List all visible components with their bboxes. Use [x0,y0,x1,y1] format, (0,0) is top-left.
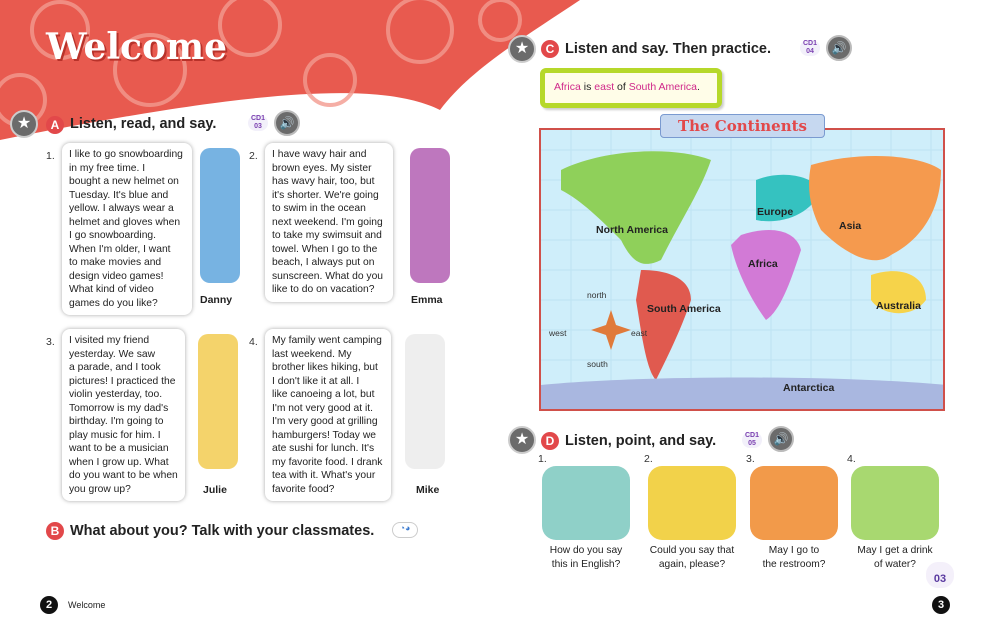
caption-line: May I get a drink [857,545,933,556]
classroom-illustration [750,466,838,540]
bubble-line: bought a new helmet on [69,176,179,187]
classroom-illustration [542,466,630,540]
bubble-line: I have wavy hair and [272,149,367,160]
page-number-left: 2 [40,596,58,614]
star-icon[interactable]: ★ [10,110,38,138]
bubble-line: has wavy hair, too, but [272,176,375,187]
caption-line: How do you say [549,545,623,556]
caption-line: this in English? [551,559,621,570]
bubble-line: you grow up? [69,483,131,495]
speech-bubble [265,143,393,302]
caption [531,544,641,572]
audio-track-badge[interactable]: 03 [926,562,954,588]
item-number: 2. [249,150,258,162]
bubble-line: helmet and gloves when [69,216,181,228]
bubble-line: a parade, and I took [69,362,161,373]
bubble-line: when I grow up. What [69,456,169,468]
label-australia: Australia [876,300,921,312]
page-title: Welcome [46,26,228,68]
bubble-line: want to be a musician [69,443,169,454]
label-europe: Europe [757,206,794,218]
section-a-badge: A [46,116,64,134]
footer-label: Welcome [68,600,106,610]
caption-line: Could you say that [649,545,735,556]
page-number-right: 3 [932,596,950,614]
character-name: Danny [200,294,233,306]
item-number: 4. [847,453,856,465]
bubble-line: sunscreen. What do you [272,270,384,282]
label-africa: Africa [748,258,778,270]
bubble-line: play music for him. I [69,429,161,441]
bubble-line: favorite food? [272,483,335,495]
cd-track-number: 04 [806,48,814,55]
bubble-line: to take my swimsuit and [272,230,382,241]
compass-east: east [631,328,648,338]
bubble-line: to make movies and [69,257,162,268]
label-antarctica: Antarctica [783,382,835,394]
bubble-line: When I'm older, I want [69,243,171,255]
bubble-line: towel. When I go to the [272,243,378,255]
classroom-illustration [648,466,736,540]
caption-line: the restroom? [762,559,826,570]
bubble-line: ate sushi for lunch. It's [272,443,375,454]
caption [637,544,747,572]
item-number: 3. [46,336,55,348]
bubble-line: hamburgers! Today we [272,429,376,441]
speech-bubble [265,329,391,501]
cd-track-number: 03 [254,123,262,130]
label-asia: Asia [839,220,862,232]
character-name: Mike [416,484,440,496]
bubble-line: like to do on vacation? [272,284,375,295]
bubble-line: like canoeing a lot, but [272,389,375,400]
pair-work-icon: ◔◕ [392,522,418,538]
compass-south: south [587,359,608,369]
character-name: Julie [203,484,227,496]
cd-track-icon[interactable]: CD1 04 [800,40,820,56]
example-sentence-box [540,68,722,108]
speaker-icon[interactable]: 🔊 [826,35,852,61]
world-map [539,128,945,411]
bubble-line: brown eyes. My sister [272,162,372,174]
map-title: The Continents [660,114,825,138]
section-b-badge: B [46,522,64,540]
item-number: 2. [644,453,653,465]
bubble-line: Tomorrow is my dad's [69,402,169,414]
character-illustration [410,148,450,283]
bubble-line: games do you like? [69,297,158,309]
bubble-line: birthday. I'm going to [69,416,164,427]
speech-bubble [62,329,185,501]
speech-bubble [62,143,192,315]
bubble-line: do you want to be when [69,470,178,481]
character-illustration [405,334,445,469]
section-b-title: What about you? Talk with your classmates. [70,523,375,539]
caption [739,544,849,572]
bubble-line: my favorite food. I drank [272,456,383,468]
bubble-line: My family went camping [272,335,382,346]
bubble-line: last weekend. My [272,348,352,360]
section-d-badge: D [541,432,559,450]
item-number: 1. [538,453,547,465]
classroom-illustration [851,466,939,540]
word: Africa [554,81,581,93]
caption-line: again, please? [658,559,726,570]
bubble-line: brother likes hiking, but [272,362,378,373]
bubble-line: Tuesday. It's blue and [69,189,169,201]
item-number: 3. [746,453,755,465]
bubble-line: I'm very good at grilling [272,416,378,427]
caption-line: May I go to [768,545,820,556]
bubble-line: I like to go snowboarding [69,149,183,160]
star-icon[interactable]: ★ [508,35,536,63]
compass-rose-icon [591,310,631,350]
character-illustration [200,148,240,283]
word: is [580,81,595,93]
word: east [594,81,615,93]
speaker-icon[interactable]: 🔊 [274,110,300,136]
bubble-line: violin yesterday, too. [69,389,163,400]
cd-track-icon[interactable]: CD1 03 [248,115,268,131]
character-name: Emma [411,294,443,306]
bubble-line: I visited my friend [69,335,150,346]
bubble-line: I don't like it at all. I [272,375,360,387]
star-icon[interactable]: ★ [508,426,536,454]
compass-north: north [587,290,607,300]
bubble-line: I'm not very good at it. [272,402,373,414]
item-number: 1. [46,150,55,162]
bubble-line: it's shorter. We're going [272,189,379,201]
cd-track-icon[interactable]: CD1 05 [742,432,762,448]
section-c-title: Listen and say. Then practice. [565,41,772,57]
bubble-line: in my free time. I [69,162,146,174]
bubble-line: yellow. I always wear a [69,203,174,214]
bubble-line: design video games! [69,270,164,282]
section-a-title: Listen, read, and say. [70,116,217,132]
label-south-america: South America [647,303,721,315]
word: of [614,81,629,93]
bubble-line: next weekend. I'm going [272,216,383,228]
section-c-badge: C [541,40,559,58]
speaker-icon[interactable]: 🔊 [768,426,794,452]
bubble-line: beach, I always put on [272,257,375,268]
word: South America [628,81,698,93]
item-number: 4. [249,336,258,348]
bubble-line: pictures! I practiced the [69,375,176,387]
caption-line: of water? [874,559,916,570]
bubble-line: to swim in the ocean [272,203,366,214]
compass-west: west [549,328,567,338]
section-d-title: Listen, point, and say. [565,433,717,449]
character-illustration [198,334,238,469]
bubble-line: tea with it. What's your [272,470,376,481]
cd-track-number: 05 [748,440,756,447]
word: . [697,81,700,93]
bubble-line: yesterday. We saw [69,348,156,360]
label-north-america: North America [596,224,668,236]
bubble-line: What kind of video [69,284,154,295]
bubble-line: I go snowboarding. [69,230,157,241]
